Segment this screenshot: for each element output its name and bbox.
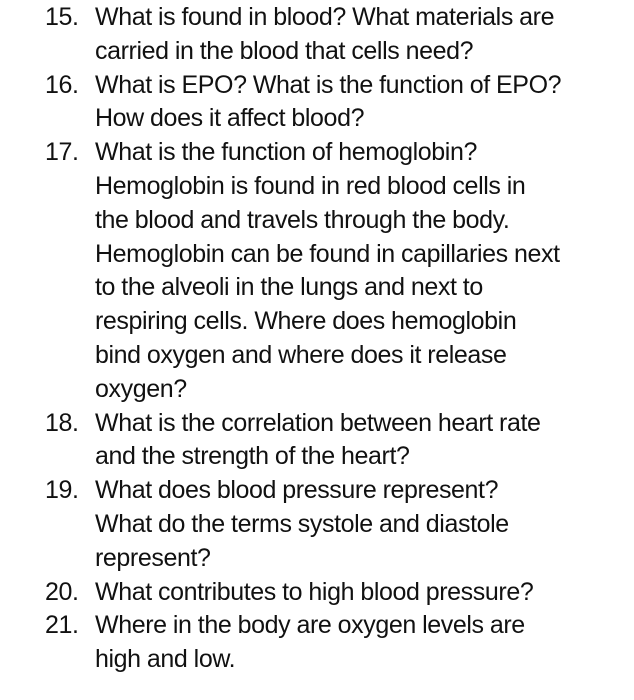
question-number: 17. (45, 138, 79, 167)
question-line: oxygen? (95, 374, 187, 403)
question-number: 18. (45, 408, 79, 437)
question-line: What does blood pressure represent? (95, 476, 499, 505)
question-number: 15. (45, 3, 79, 31)
question-number: 19. (45, 476, 79, 505)
question-20 (0, 576, 634, 610)
question-text (95, 576, 618, 610)
question-18 (0, 407, 634, 475)
question-text (95, 407, 618, 475)
question-line: What is the correlation between heart rate (95, 408, 541, 437)
question-15 (0, 1, 634, 69)
question-number: 16. (45, 70, 79, 99)
question-line: high and low. (95, 645, 236, 674)
question-line: carried in the blood that cells need? (95, 36, 474, 65)
question-line: the blood and travels through the body. (95, 205, 510, 234)
question-line: What is found in blood? What materials are (95, 3, 555, 31)
question-16 (0, 69, 634, 137)
question-line: Hemoglobin can be found in capillaries next (95, 239, 560, 268)
question-line: bind oxygen and where does it release (95, 340, 507, 369)
question-text (95, 69, 618, 137)
question-line: What do the terms systole and diastole (95, 509, 509, 538)
question-number: 20. (45, 577, 79, 606)
question-text (95, 609, 618, 677)
question-line: Hemoglobin is found in red blood cells in (95, 171, 526, 200)
question-text (95, 1, 618, 69)
question-text (95, 136, 618, 406)
question-line: to the alveoli in the lungs and next to (95, 273, 483, 302)
question-17 (0, 136, 634, 406)
question-line: represent? (95, 543, 211, 572)
question-line: What contributes to high blood pressure? (95, 577, 534, 606)
question-line: What is the function of hemoglobin? (95, 138, 477, 167)
question-text (95, 474, 618, 575)
question-number: 21. (45, 611, 79, 640)
question-line: respiring cells. Where does hemoglobin (95, 307, 517, 336)
question-line: How does it affect blood? (95, 104, 365, 133)
question-line: Where in the body are oxygen levels are (95, 611, 525, 640)
question-line: and the strength of the heart? (95, 442, 410, 471)
question-21 (0, 609, 634, 677)
question-line: What is EPO? What is the function of EPO? (95, 70, 562, 99)
question-19 (0, 474, 634, 575)
